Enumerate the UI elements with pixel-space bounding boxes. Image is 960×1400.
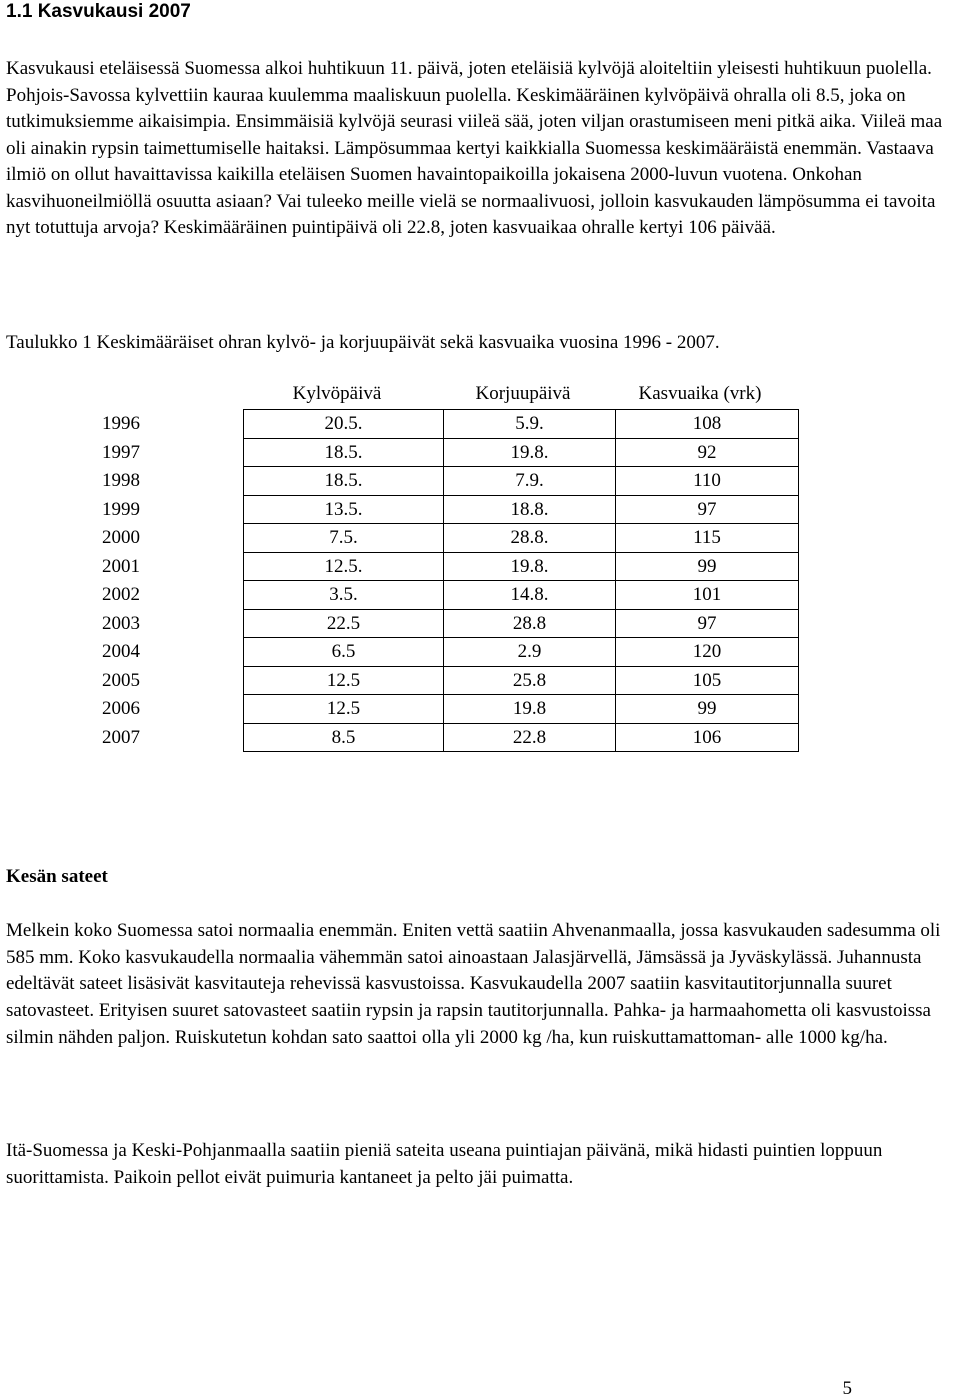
column-header-growing-days: Kasvuaika (vrk) bbox=[638, 383, 762, 404]
harvest-date-cell: 19.8. bbox=[444, 438, 616, 467]
growing-days-cell: 105 bbox=[616, 666, 799, 695]
harvest-date-cell: 19.8. bbox=[444, 552, 616, 581]
table-row bbox=[96, 723, 799, 752]
growing-days-cell: 92 bbox=[616, 438, 799, 467]
table-row bbox=[96, 695, 799, 724]
subheading-summer-rains: Kesän sateet bbox=[6, 866, 108, 887]
table-row bbox=[96, 552, 799, 581]
year-cell: 2003 bbox=[102, 612, 140, 634]
page-number: 5 bbox=[842, 1378, 852, 1399]
sowing-date-cell: 22.5 bbox=[244, 609, 444, 638]
table-row bbox=[96, 609, 799, 638]
growing-days-cell: 99 bbox=[616, 552, 799, 581]
year-cell: 2001 bbox=[102, 555, 140, 577]
table-row bbox=[96, 638, 799, 667]
growing-days-cell: 120 bbox=[616, 638, 799, 667]
table-row bbox=[96, 524, 799, 553]
column-header-harvest: Korjuupäivä bbox=[475, 383, 571, 404]
column-header-sowing: Kylvöpäivä bbox=[292, 383, 382, 404]
sowing-date-cell: 18.5. bbox=[244, 438, 444, 467]
sowing-date-cell: 12.5 bbox=[244, 666, 444, 695]
table-row bbox=[96, 581, 799, 610]
harvest-date-cell: 22.8 bbox=[444, 723, 616, 752]
table-row bbox=[96, 410, 799, 439]
section-heading: 1.1 Kasvukausi 2007 bbox=[6, 1, 191, 22]
year-cell: 1999 bbox=[102, 498, 140, 520]
year-cell: 1998 bbox=[102, 470, 140, 491]
table-row bbox=[96, 438, 799, 467]
sowing-date-cell: 12.5. bbox=[244, 552, 444, 581]
harvest-date-cell: 7.9. bbox=[444, 467, 616, 496]
year-cell: 1996 bbox=[102, 413, 140, 434]
sowing-date-cell: 7.5. bbox=[244, 524, 444, 553]
sowing-date-cell: 13.5. bbox=[244, 495, 444, 524]
sowing-date-cell: 20.5. bbox=[244, 410, 444, 439]
year-cell: 2002 bbox=[102, 584, 140, 605]
paragraph-summer-rains: Melkein koko Suomessa satoi normaalia enemmän. Eniten vettä saatiin Ahvenanmaalla, jossa kasvukauden sadesumma oli 585 mm. Koko kasvukaudella normaalia vähemmän satoi ainoastaan Jalasjärvellä, Jämsässä ja Jyväskylässä. Juhannusta edeltävät sateet lisäsivät kasvitauteja rehevissä kasvustoissa. Kasvukaudella 2007 saatiin kasvitautitorjunnalla suuret satovasteet. Erityisen suuret satovasteet saatiin rypsin ja rapsin tautitorjunnalla. Pahka- ja harmaahometta oli kasvustoissa silmin nähden paljon. Ruiskutetun kohdan sato saattoi olla yli 2000 kg /ha, kun ruiskuttamattoman- alle 1000 kg/ha. bbox=[6, 920, 941, 1048]
paragraph-growing-season: Kasvukausi eteläisessä Suomessa alkoi huhtikuun 11. päivä, joten eteläisiä kylvöjä aloiteltiin yleisesti huhtikuun puolella. Pohjois-Savossa kylvettiin kauraa kuulemma maaliskuun puolella. Keskimääräinen kylvöpäivä ohralla oli 8.5, joka on tutkimuksiemme aikaisimpia. Ensimmäisiä kylvöjä seurasi viileä sää, joten viljan orastumiseen meni pitkä aika. Viileä maa oli ainakin rypsin taimettumiselle haitaksi. Lämpösummaa kertyi kaikkialla Suomessa keskimääräistä enemmän. Vastaava ilmiö on ollut havaittavissa kaikilla eteläisen Suomen havaintopaikoilla jokaisena 2000-luvun vuotena. Onkohan kasvihuoneilmiöllä osuutta asiaan? Vai tuleeko meille vielä se normaalivuosi, jolloin kasvukauden lämpösumma ei tavoita nyt totuttuja arvoja? Keskimääräinen puintipäivä oli 22.8, joten kasvuaikaa ohralle kertyi 106 päivää. bbox=[6, 58, 943, 238]
sowing-date-cell: 3.5. bbox=[244, 581, 444, 610]
growing-days-cell: 115 bbox=[616, 524, 799, 553]
year-cell: 2006 bbox=[102, 698, 140, 719]
table-caption: Taulukko 1 Keskimääräiset ohran kylvö- ja korjuupäivät sekä kasvuaika vuosina 1996 - 2007. bbox=[6, 332, 720, 353]
data-table bbox=[96, 409, 799, 752]
year-cell: 2005 bbox=[102, 669, 140, 691]
harvest-date-cell: 28.8. bbox=[444, 524, 616, 553]
growing-days-cell: 101 bbox=[616, 581, 799, 610]
growing-days-cell: 99 bbox=[616, 695, 799, 724]
harvest-date-cell: 2.9 bbox=[444, 638, 616, 667]
paragraph-east-finland: Itä-Suomessa ja Keski-Pohjanmaalla saatiin pieniä sateita useana puintiajan päivänä, mikä hidasti puintien loppuun suorittamista. Paikoin pellot eivät puimuria kantaneet ja pelto jäi puimatta. bbox=[6, 1140, 883, 1188]
year-cell: 2004 bbox=[102, 641, 140, 662]
year-cell: 1997 bbox=[102, 441, 140, 463]
harvest-date-cell: 28.8 bbox=[444, 609, 616, 638]
growing-days-cell: 97 bbox=[616, 495, 799, 524]
growing-days-cell: 106 bbox=[616, 723, 799, 752]
growing-days-cell: 110 bbox=[616, 467, 799, 496]
growing-days-cell: 97 bbox=[616, 609, 799, 638]
table-row bbox=[96, 495, 799, 524]
sowing-date-cell: 12.5 bbox=[244, 695, 444, 724]
harvest-date-cell: 5.9. bbox=[444, 410, 616, 439]
harvest-date-cell: 18.8. bbox=[444, 495, 616, 524]
growing-days-cell: 108 bbox=[616, 410, 799, 439]
year-cell: 2000 bbox=[102, 527, 140, 548]
table-row bbox=[96, 666, 799, 695]
year-cell: 2007 bbox=[102, 726, 140, 748]
sowing-date-cell: 8.5 bbox=[244, 723, 444, 752]
sowing-date-cell: 18.5. bbox=[244, 467, 444, 496]
harvest-date-cell: 19.8 bbox=[444, 695, 616, 724]
table-row bbox=[96, 467, 799, 496]
harvest-date-cell: 14.8. bbox=[444, 581, 616, 610]
harvest-date-cell: 25.8 bbox=[444, 666, 616, 695]
sowing-date-cell: 6.5 bbox=[244, 638, 444, 667]
